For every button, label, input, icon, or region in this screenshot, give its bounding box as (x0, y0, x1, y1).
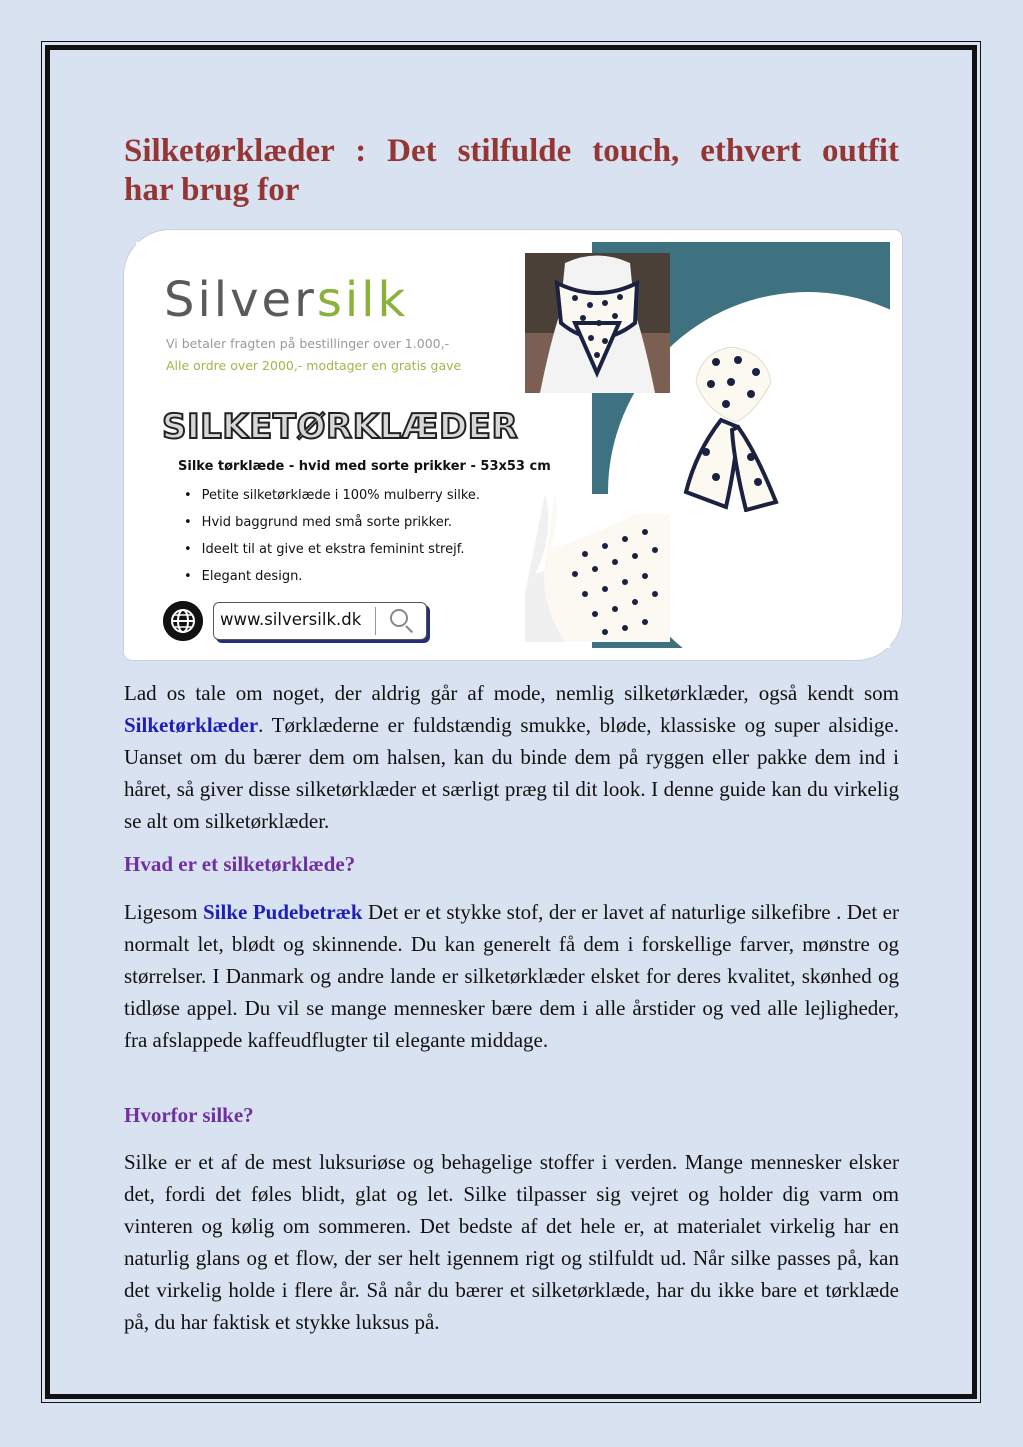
feature-item: • Hvid baggrund med små sorte prikker. (184, 515, 480, 542)
promo-line-1: Vi betaler fragten på bestillinger over 1.000,- (166, 336, 450, 351)
page-title (124, 132, 899, 210)
paragraph-why-silk: Silke er et af de mest luksuriøse og behagelige stoffer i verden. Mange mennesker elsker det, fordi det føles blidt, glat og let. Silke tilpasser sig vejret og holder dig varm om vinteren og kølig om sommeren. Det bedste af det hele er, at materialet virkelig har en naturlig glans og et flow, der ser helt igennem rigt og stilfuldt ud. Når silke passes på, kan det virkelig holde i flere år. Så når du bærer et silketørklæde, har du ikke bare et tørklæde på, du har faktisk et stykke luksus på. (124, 1150, 899, 1334)
url-search-box[interactable] (213, 602, 427, 640)
feature-item: • Elegant design. (184, 569, 480, 596)
search-icon[interactable] (390, 609, 408, 627)
brand-logo (164, 272, 408, 328)
paragraph-what-is (124, 896, 899, 1056)
banner-heading: SILKETØRKLÆDER (162, 407, 519, 447)
silketorklaeder-link[interactable]: Silketørklæder (124, 713, 259, 737)
product-banner (136, 242, 890, 648)
brand-part-2: silk (316, 272, 409, 328)
product-photo-scarf (525, 494, 670, 642)
silke-pudebetraek-link[interactable]: Silke Pudebetræk (203, 900, 363, 924)
paragraph-what-is-before: Ligesom (124, 900, 203, 924)
brand-part-1: Silver (164, 272, 317, 328)
url-divider (375, 607, 376, 635)
globe-icon (163, 601, 203, 641)
feature-item: • Petite silketørklæde i 100% mulberry silke. (184, 488, 480, 515)
feature-list (184, 488, 480, 596)
title-line-1: Silketørklæder : Det stilfulde touch, ethvert outfit (124, 133, 899, 169)
paragraph-intro (124, 677, 899, 837)
paragraph-intro-after: . Tørklæderne er fuldstændig smukke, bløde, klassiske og super alsidige. Uanset om du bærer dem om halsen, kan du binde dem på ryggen eller pakke dem ind i håret, så giver disse silketørklæder et særligt præg til dit look. I denne guide kan du virkelig se alt om silketørklæder. (124, 713, 899, 833)
product-line: Silke tørklæde - hvid med sorte prikker - 53x53 cm (178, 459, 551, 474)
paragraph-intro-before: Lad os tale om noget, der aldrig går af mode, nemlig silketørklæder, også kendt som (124, 681, 899, 705)
promo-line-2: Alle ordre over 2000,- modtager en gratis gave (166, 358, 462, 373)
product-photo-knot (676, 342, 786, 512)
title-line-2: har brug for (124, 172, 300, 208)
heading-why-silk: Hvorfor silke? (124, 1103, 254, 1127)
feature-item: • Ideelt til at give et ekstra feminint strejf. (184, 542, 480, 569)
product-photo-bust (525, 253, 670, 393)
heading-what-is: Hvad er et silketørklæde? (124, 852, 356, 876)
url-text: www.silversilk.dk (220, 610, 362, 629)
paragraph-what-is-after: Det er et stykke stof, der er lavet af naturlige silkefibre . Det er normalt let, blødt og skinnende. Du kan generelt få dem i forskellige farver, mønstre og størrelser. I Danmark og andre lande er silketørklæder elsket for deres kvalitet, skønhed og tidløse appel. Du vil se mange mennesker bære dem i alle årstider og ved alle lejligheder, fra afslappede kaffeudflugter til elegante middage. (124, 900, 899, 1052)
